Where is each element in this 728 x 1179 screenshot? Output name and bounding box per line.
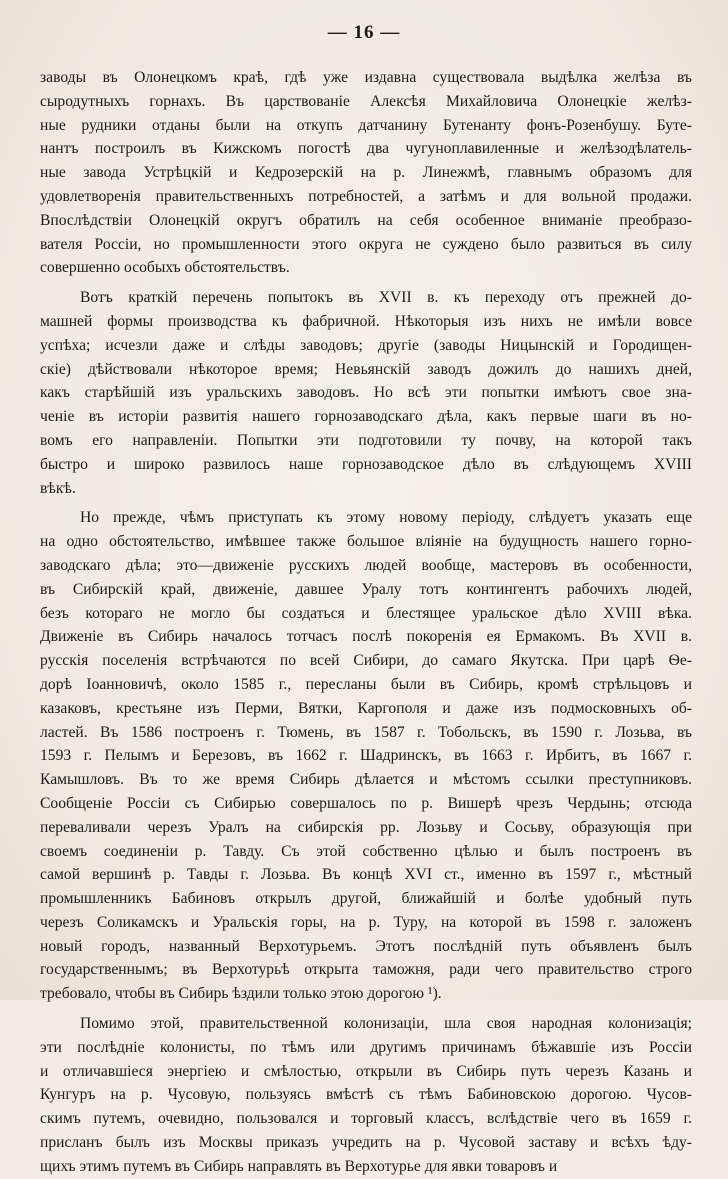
text-line: какъ старѣйшій изъ уральскихъ заводовъ. Но всѣ эти попытки имѣютъ свое зна-	[40, 384, 692, 402]
text-line: безъ котораго не могло бы создаться и блестящее уральское дѣло XVIII вѣка.	[40, 604, 692, 622]
text-line: ные рудники отданы были на откупъ датчанину Бутенанту фонъ-Розенбушу. Буте-	[40, 116, 692, 134]
text-line: государственнымъ; въ Верхотурьѣ открыта таможня, ради чего правительство строго	[40, 961, 692, 979]
text-line: своемъ соединеніи р. Тавду. Съ этой собственно цѣлью и былъ построенъ въ	[40, 842, 692, 860]
text-line: ченіе въ исторіи развитія нашего горнозаводскаго дѣла, какъ первые шаги въ но-	[40, 408, 692, 426]
text-line: ластей. Въ 1586 построенъ г. Тюмень, въ 1587 г. Тобольскъ, въ 1590 г. Лозьва, въ	[40, 723, 692, 741]
text-line: новый городъ, названный Верхотурьемъ. Этотъ послѣдній путь объявленъ былъ	[40, 937, 692, 955]
text-line: Впослѣдствіи Олонецкій округъ обратилъ на себя особенное вниманіе преобразо-	[40, 211, 692, 229]
text-line: дорѣ Іоанновичѣ, около 1585 г., пересланы были въ Сибирь, кромѣ стрѣльцовъ и	[40, 675, 692, 693]
text-line: Камышловъ. Въ то же время Сибирь дѣлается и мѣстомъ ссылки преступниковъ.	[40, 771, 692, 789]
text-line: машней формы производства къ фабричной. Нѣкоторыя изъ нихъ не имѣли вовсе	[40, 312, 692, 330]
text-line: Вотъ краткій перечень попытокъ въ XVII в. къ переходу отъ прежней до-	[80, 289, 692, 307]
text-line: скіе) дѣйствовали нѣкоторое время; Невьянскій заводъ дожилъ до нашихъ дней,	[40, 360, 692, 378]
text-line: казаковъ, крестьяне изъ Перми, Вятки, Каргополя и даже изъ подмосковныхъ об-	[40, 699, 692, 717]
paragraph	[40, 286, 692, 500]
text-line: переваливали черезъ Уралъ на сибирскія рр. Лозьву и Сосьву, образующія при	[40, 818, 692, 836]
text-line: Кунгуръ на р. Чусовую, пользуясь вмѣстѣ съ тѣмъ Бабиновскою дорогою. Чусов-	[40, 1086, 692, 1104]
text-line: вомъ его направленіи. Попытки эти подготовили ту почву, на которой такъ	[40, 431, 692, 449]
text-line: щихъ этимъ путемъ въ Сибирь направлять въ Верхотурье для явки товаровъ и	[40, 1157, 558, 1175]
text-line: и отличавшіеся энергіею и смѣлостью, открыли въ Сибирь путь черезъ Казань и	[40, 1062, 692, 1080]
paragraph	[40, 1012, 692, 1179]
paragraph	[40, 66, 692, 280]
text-line: удовлетворенія правительственныхъ потребностей, а затѣмъ и для вольной продажи.	[40, 187, 692, 205]
text-line: вателя Россіи, но промышленности этого округа не суждено было развиться въ силу	[40, 235, 692, 253]
text-line: сыродутныхъ горнахъ. Въ царствованіе Алексѣя Михайловича Олонецкіе желѣз-	[40, 92, 692, 110]
text-line: Движеніе въ Сибирь началось тотчасъ послѣ покоренія ея Ермакомъ. Въ XVII в.	[40, 628, 692, 646]
text-line: нантъ построилъ въ Кижскомъ погостѣ два чугуноплавиленные и желѣзодѣлатель-	[40, 140, 692, 158]
text-body	[40, 66, 692, 1179]
text-line: промышленникъ Бабиновъ открылъ другой, ближайшій и болѣе удобный путь	[40, 890, 692, 908]
text-line: вѣкѣ.	[40, 479, 76, 497]
text-line: скимъ путемъ, очевидно, пользовался и торговый классъ, вслѣдствіе чего въ 1659 г.	[40, 1110, 692, 1128]
text-line: Но прежде, чѣмъ приступать къ этому новому періоду, слѣдуетъ указать еще	[80, 509, 692, 527]
text-line: самой вершинѣ р. Тавды г. Лозьва. Въ концѣ XVI ст., именно въ 1597 г., мѣстный	[40, 866, 692, 884]
text-line: успѣха; исчезли даже и слѣды заводовъ; другіе (заводы Ницынскій и Городищен-	[40, 336, 692, 354]
text-line: Помимо этой, правительственной колонизаціи, шла своя народная колонизація;	[80, 1015, 692, 1033]
text-line: Сообщеніе Россіи съ Сибирью совершалось по р. Вишерѣ чрезъ Чердынь; отсюда	[40, 794, 692, 812]
text-line: на одно обстоятельство, имѣвшее также большое вліяніе на будущность нашего горно-	[40, 533, 692, 551]
text-line: быстро и широко развилось наше горнозаводское дѣло въ слѣдующемъ XVIII	[40, 455, 692, 473]
text-line: требовало, чтобы въ Сибирь ѣздили только этою дорогою ¹).	[40, 985, 442, 1003]
paragraph	[40, 506, 692, 1006]
text-line: заводскаго дѣла; это—движеніе русскихъ людей вообще, мастеровъ въ особенности,	[40, 556, 692, 574]
text-line: въ Сибирскій край, движеніе, давшее Уралу тотъ контингентъ рабочихъ людей,	[40, 580, 692, 598]
text-line: русскія поселенія встрѣчаются по всей Сибири, до самаго Якутска. При царѣ Ѳе-	[40, 652, 692, 670]
text-line: ные завода Устрѣцкій и Кедрозерскій на р. Линежмѣ, главнымъ образомъ для	[40, 164, 692, 182]
text-line: эти послѣдніе колонисты, по тѣмъ или другимъ причинамъ бѣжавшіе изъ Россіи	[40, 1038, 692, 1056]
text-line: черезъ Соликамскъ и Уральскія горы, на р. Туру, на которой въ 1598 г. заложенъ	[40, 913, 692, 931]
text-line: 1593 г. Пелымъ и Березовъ, въ 1662 г. Шадринскъ, въ 1663 г. Ирбитъ, въ 1667 г.	[40, 747, 692, 765]
text-line: присланъ былъ изъ Москвы приказъ учредить на р. Чусовой заставу и всѣхъ ѣду-	[40, 1134, 692, 1152]
page-number: — 16 —	[327, 22, 401, 43]
text-line: совершенно особыхъ обстоятельствъ.	[40, 259, 290, 277]
text-line: заводы въ Олонецкомъ краѣ, гдѣ уже издавна существовала выдѣлка желѣза въ	[40, 69, 692, 86]
